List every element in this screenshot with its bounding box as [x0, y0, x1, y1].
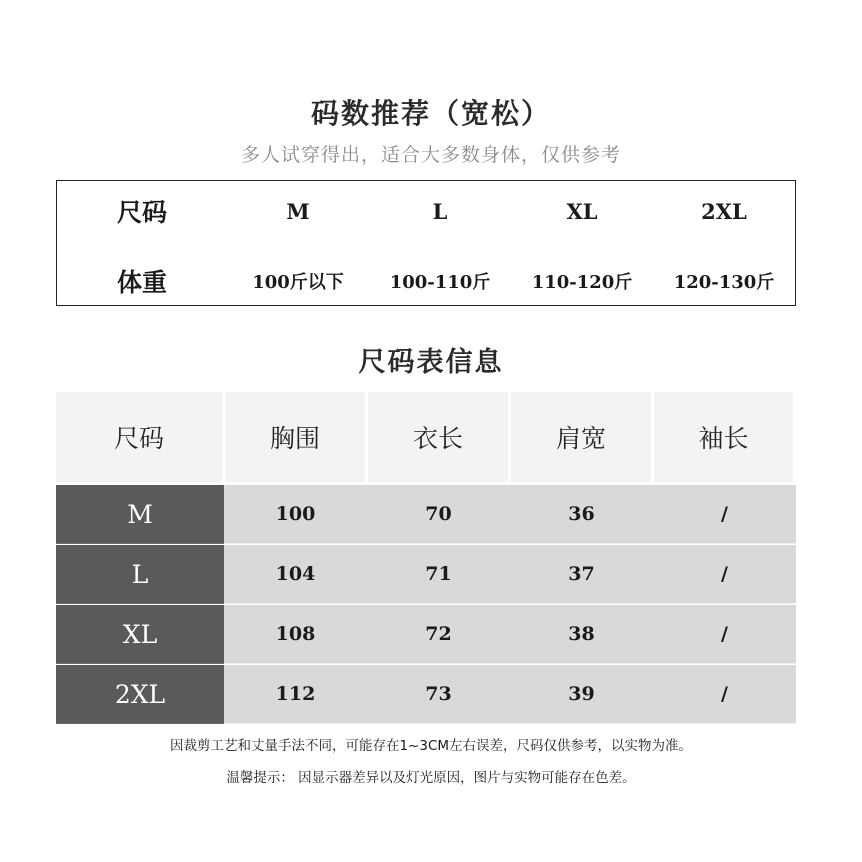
size-chart-table: [56, 392, 796, 725]
sleeve-value: /: [721, 563, 728, 585]
column-header-length: 衣长: [368, 392, 508, 482]
sleeve-value: /: [721, 623, 728, 645]
column-header-size: 尺码: [56, 392, 222, 482]
table-row: [56, 485, 796, 545]
chest-value: 112: [275, 683, 316, 705]
sleeve-value: /: [721, 503, 728, 525]
shoulder-value: 36: [568, 503, 595, 525]
row-size: M: [56, 485, 224, 544]
recommended-size: 2XL: [701, 198, 747, 224]
length-value: 73: [425, 683, 452, 705]
size-label: 尺码: [116, 198, 167, 227]
weight-range: 100斤以下: [252, 272, 344, 293]
recommendation-table: [56, 180, 796, 306]
length-value: 71: [425, 563, 452, 585]
table-row: [56, 605, 796, 665]
length-value: 72: [425, 623, 452, 645]
recommended-size: M: [286, 198, 310, 224]
shoulder-value: 37: [568, 563, 595, 585]
recommendation-size-row: [57, 191, 795, 231]
length-value: 70: [425, 503, 452, 525]
weight-label: 体重: [116, 268, 167, 297]
sleeve-value: /: [721, 683, 728, 705]
column-header-chest: 胸围: [225, 392, 365, 482]
size-chart-header-row: [56, 392, 796, 482]
row-size: XL: [56, 605, 224, 664]
row-size: 2XL: [56, 665, 224, 724]
row-size: L: [56, 545, 224, 604]
table-row: [56, 545, 796, 605]
chest-value: 104: [275, 563, 316, 585]
weight-range: 110-120斤: [531, 272, 633, 293]
shoulder-value: 39: [568, 683, 595, 705]
chest-value: 108: [275, 623, 316, 645]
recommendation-subtitle: 多人试穿得出，适合大多数身体，仅供参考: [240, 144, 621, 166]
chest-value: 100: [275, 503, 316, 525]
weight-range: 120-130斤: [673, 272, 775, 293]
measurement-note: 因裁剪工艺和丈量手法不同，可能存在1~3CM左右误差，尺码仅供参考，以实物为准。: [169, 738, 693, 754]
size-chart-title: 尺码表信息: [358, 347, 504, 378]
color-difference-note: 温馨提示： 因显示器差异以及灯光原因，图片与实物可能存在色差。: [226, 770, 636, 786]
recommended-size: L: [432, 198, 448, 224]
shoulder-value: 38: [568, 623, 595, 645]
table-row: [56, 665, 796, 725]
column-header-shoulder: 肩宽: [511, 392, 651, 482]
recommendation-weight-row: [57, 261, 795, 301]
column-header-sleeve: 袖长: [654, 392, 793, 482]
recommended-size: XL: [566, 198, 598, 224]
recommendation-title: 码数推荐（宽松）: [310, 97, 551, 130]
weight-range: 100-110斤: [389, 272, 491, 293]
